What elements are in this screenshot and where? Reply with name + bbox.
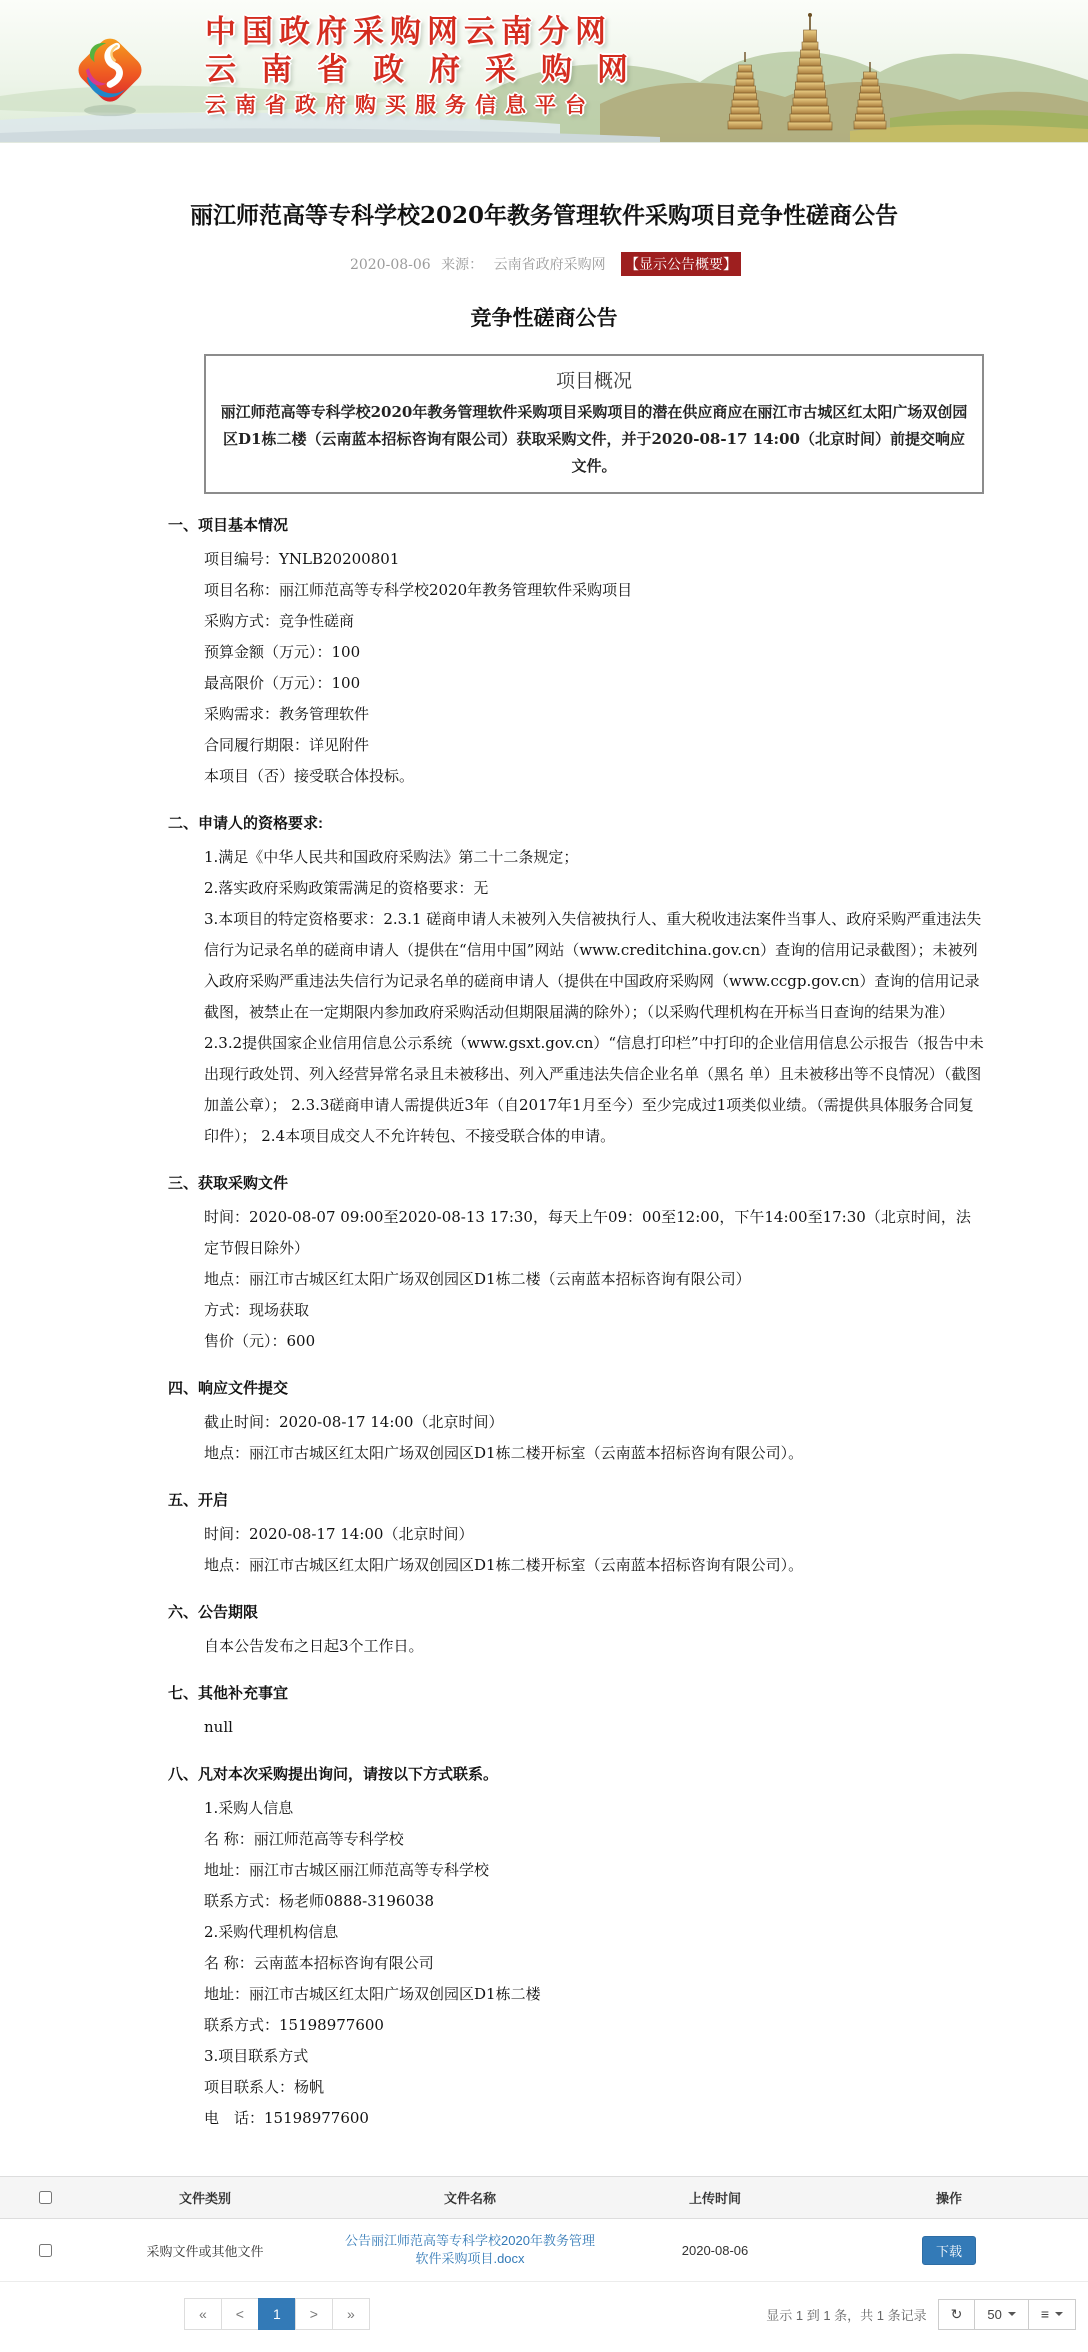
section-line: 最高限价（万元）：100: [204, 674, 361, 692]
announcement-subtitle: 竞争性磋商公告: [470, 305, 618, 330]
announcement-section: [168, 1601, 984, 1662]
col-header-category: 文件类别: [90, 2177, 320, 2219]
section-line: 地点：丽江市古城区红太阳广场双创园区D1栋二楼开标室（云南蓝本招标咨询有限公司）。: [204, 1444, 804, 1462]
section-body: [168, 1407, 984, 1469]
announcement-content: [104, 143, 984, 2134]
columns-dropdown[interactable]: [1028, 2299, 1076, 2330]
page-1-button[interactable]: 1: [258, 2298, 296, 2330]
announcement-section: [168, 1763, 984, 2134]
section-line: 项目名称：丽江师范高等专科学校2020年教务管理软件采购项目: [204, 581, 633, 599]
file-name-link[interactable]: 公告丽江师范高等专科学校2020年教务管理软件采购项目.docx: [345, 2233, 595, 2266]
section-heading: 二、申请人的资格要求:: [168, 815, 323, 832]
section-line: 3.本项目的特定资格要求：2.3.1 磋商申请人未被列入失信被执行人、重大税收违法案件当事人、政府采购严重违法失信行为记录名单的磋商申请人（提供在“信用中国”网站（www.creditchina.gov.cn）查询的信用记录截图）；未被列入政府采购严重违法失信行为记录名单的磋商申请人（提供在中国政府采购网（www.ccgp.gov.cn）查询的信用记录截图，被禁止在一定期限内参加政府采购活动但期限届满的除外）；（以采购代理机构在开标当日查询的结果为准） 2.3.2提供国家企业信用信息公示系统（www.gsxt.gov.cn）“信息打印栏”中打印的企业信用信息公示报告（报告中未出现行政处罚、列入经营异常名录且未被移出、列入严重违法失信企业名单（黑名 单）且未被移出等不良情况）（截图加盖公章）； 2.3.3磋商申请人需提供近3年（自2017年1月至今）至少完成过1项类似业绩。（需提供具体服务合同复印件）； 2.4本项目成交人不允许转包、不接受联合体的申请。: [204, 910, 984, 1145]
section-line: 采购方式：竞争性磋商: [204, 612, 355, 630]
section-line: 项目联系人：杨帆: [204, 2078, 325, 2096]
section-heading: 七、其他补充事宜: [168, 1685, 289, 1702]
banner-titles: [205, 14, 653, 117]
article-meta: [104, 252, 984, 276]
section-line: 2.采购代理机构信息: [204, 1923, 339, 1941]
section-body: [168, 1793, 984, 2134]
section-line: 地点：丽江市古城区红太阳广场双创园区D1栋二楼（云南蓝本招标咨询有限公司）: [204, 1270, 751, 1288]
file-category: 采购文件或其他文件: [90, 2219, 320, 2282]
section-line: 时间：2020-08-17 14:00（北京时间）: [204, 1525, 474, 1543]
section-line: 合同履行期限：详见附件: [204, 736, 370, 754]
section-body: [168, 1712, 984, 1743]
section-line: 本项目（否）接受联合体投标。: [204, 767, 415, 785]
section-body: [168, 1202, 984, 1357]
section-heading: 六、公告期限: [168, 1604, 259, 1621]
section-line: 1.满足《中华人民共和国政府采购法》第二十二条规定；: [204, 848, 579, 866]
announcement-section: [168, 1489, 984, 1581]
page-next-button[interactable]: >: [295, 2298, 333, 2330]
section-line: 自本公告发布之日起3个工作日。: [204, 1637, 424, 1655]
section-line: 地址：丽江市古城区红太阳广场双创园区D1栋二楼: [204, 1985, 541, 2003]
refresh-icon: ↻: [950, 2306, 963, 2322]
attachments-table-section: [0, 2176, 1088, 2352]
source-name: 云南省政府采购网: [493, 257, 606, 273]
page-first-button[interactable]: «: [184, 2298, 222, 2330]
pager-right-controls: [766, 2299, 1076, 2330]
section-heading: 五、开启: [168, 1492, 229, 1509]
announcement-section: [168, 812, 984, 1152]
project-overview-box: [204, 354, 984, 494]
section-heading: 三、获取采购文件: [168, 1175, 289, 1192]
page-size-dropdown[interactable]: [974, 2299, 1028, 2330]
section-line: 预算金额（万元）：100: [204, 643, 361, 661]
section-line: null: [204, 1718, 233, 1736]
pager-bar: [0, 2282, 1088, 2352]
site-logo-icon: [62, 22, 158, 122]
select-all-checkbox[interactable]: [39, 2191, 52, 2204]
col-header-uploadtime: 上传时间: [620, 2177, 810, 2219]
table-row: [0, 2219, 1088, 2282]
section-line: 截止时间：2020-08-17 14:00（北京时间）: [204, 1413, 504, 1431]
site-banner: [0, 0, 1088, 143]
table-header-row: [0, 2177, 1088, 2219]
section-line: 电 话：15198977600: [204, 2109, 369, 2127]
download-button[interactable]: 下载: [922, 2236, 976, 2265]
source-label: 来源：: [441, 257, 484, 273]
section-line: 联系方式：15198977600: [204, 2016, 384, 2034]
page-size-value: 50: [987, 2306, 1002, 2322]
section-heading: 八、凡对本次采购提出询问，请按以下方式联系。: [168, 1766, 499, 1783]
section-line: 售价（元）：600: [204, 1332, 316, 1350]
section-line: 地址：丽江市古城区丽江师范高等专科学校: [204, 1861, 490, 1879]
col-header-action: 操作: [810, 2177, 1088, 2219]
section-line: 1.采购人信息: [204, 1799, 294, 1817]
upload-time: 2020-08-06: [620, 2219, 810, 2282]
overview-text: 丽江师范高等专科学校2020年教务管理软件采购项目采购项目的潜在供应商应在丽江市古城区红太阳广场双创园区D1栋二楼（云南蓝本招标咨询有限公司）获取采购文件，并于2020-08-17 14:00（北京时间）前提交响应文件。: [220, 403, 968, 475]
section-line: 时间：2020-08-07 09:00至2020-08-13 17:30，每天上午09：00至12:00，下午14:00至17:30（北京时间，法定节假日除外）: [204, 1208, 971, 1257]
page-prev-button[interactable]: <: [221, 2298, 259, 2330]
announcement-section: [168, 1172, 984, 1357]
banner-title-line3: 云南省政府购买服务信息平台: [205, 91, 595, 117]
table-toolbar: [939, 2299, 1076, 2330]
record-count-info: 显示 1 到 1 条，共 1 条记录: [766, 2307, 927, 2323]
section-heading: 一、项目基本情况: [168, 517, 289, 534]
publish-date: 2020-08-06: [349, 257, 431, 273]
row-checkbox[interactable]: [39, 2244, 52, 2257]
doc-body: [104, 354, 984, 2134]
pagination: [185, 2298, 370, 2330]
page-last-button[interactable]: »: [332, 2298, 370, 2330]
section-line: 方式：现场获取: [204, 1301, 310, 1319]
banner-title-line1: 中国政府采购网云南分网: [205, 14, 612, 50]
section-body: [168, 1631, 984, 1662]
announcement-section: [168, 514, 984, 792]
section-line: 名 称：丽江师范高等专科学校: [204, 1830, 404, 1848]
announcement-sections: [168, 514, 984, 2134]
refresh-button[interactable]: [938, 2299, 976, 2330]
col-header-filename: 文件名称: [320, 2177, 620, 2219]
columns-icon: ≡: [1040, 2306, 1049, 2322]
section-line: 联系方式：杨老师0888-3196038: [204, 1892, 435, 1910]
section-body: [168, 1519, 984, 1581]
caret-down-icon: [1055, 2312, 1063, 2316]
caret-down-icon: [1008, 2312, 1016, 2316]
show-summary-button[interactable]: 【显示公告概要】: [621, 252, 741, 276]
section-body: [168, 544, 984, 792]
section-heading: 四、响应文件提交: [168, 1380, 289, 1397]
announcement-section: [168, 1682, 984, 1743]
section-body: [168, 842, 984, 1152]
section-line: 项目编号：YNLB20200801: [204, 550, 400, 568]
page-title: 丽江师范高等专科学校2020年教务管理软件采购项目竞争性磋商公告: [189, 202, 898, 229]
section-line: 3.项目联系方式: [204, 2047, 309, 2065]
section-line: 名 称：云南蓝本招标咨询有限公司: [204, 1954, 434, 1972]
banner-title-line2: 云南省政府采购网: [205, 51, 653, 88]
section-line: 采购需求：教务管理软件: [204, 705, 370, 723]
overview-title: 项目概况: [555, 370, 632, 392]
announcement-section: [168, 1377, 984, 1469]
section-line: 地点：丽江市古城区红太阳广场双创园区D1栋二楼开标室（云南蓝本招标咨询有限公司）。: [204, 1556, 804, 1574]
section-line: 2.落实政府采购政策需满足的资格要求：无: [204, 879, 489, 897]
